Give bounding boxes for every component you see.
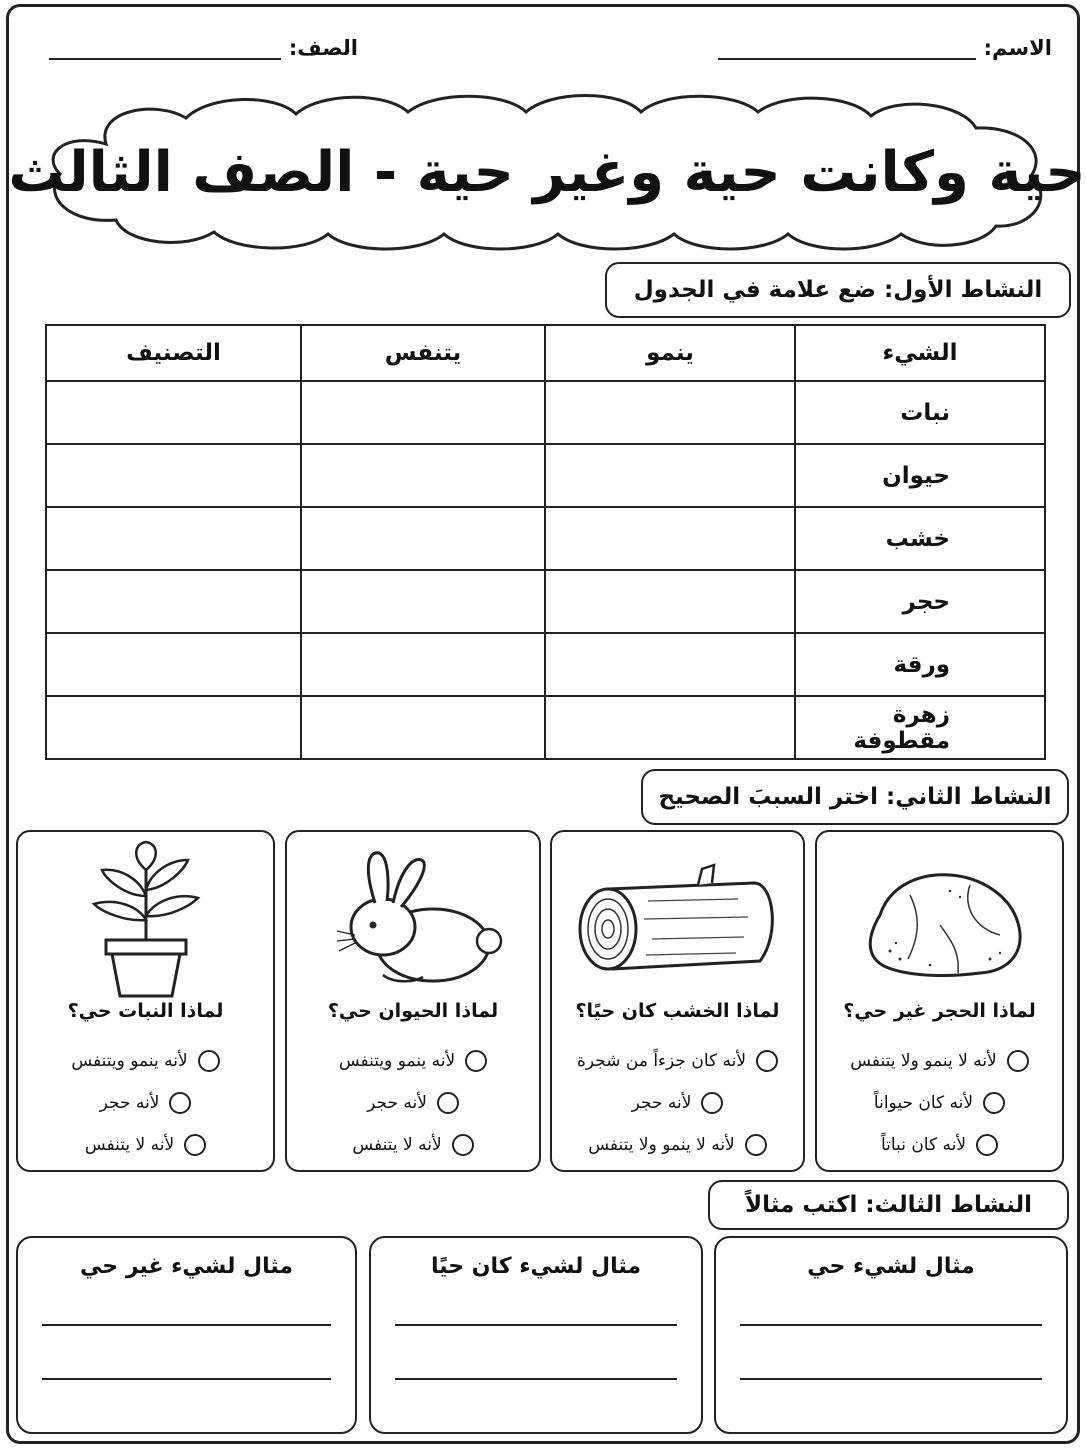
write-line[interactable] bbox=[42, 1324, 331, 1326]
breathes-cell[interactable] bbox=[301, 570, 545, 633]
radio-circle-icon[interactable] bbox=[465, 1050, 487, 1072]
activity3-heading: النشاط الثالث: اكتب مثالاً bbox=[708, 1180, 1069, 1230]
option-label: لأنه ينمو ويتنفس bbox=[338, 1051, 456, 1071]
radio-circle-icon[interactable] bbox=[452, 1134, 474, 1156]
row-item: حيوان bbox=[795, 444, 1045, 507]
table-row bbox=[46, 507, 1045, 570]
name-input-line[interactable] bbox=[718, 34, 976, 60]
row-item: حجر bbox=[795, 570, 1045, 633]
option-label: لأنه حجر bbox=[631, 1093, 692, 1113]
breathes-cell[interactable] bbox=[301, 696, 545, 759]
write-line[interactable] bbox=[395, 1324, 677, 1326]
option-label: لأنه كان حيواناً bbox=[873, 1093, 974, 1113]
classification-cell[interactable] bbox=[46, 633, 301, 696]
activity1-heading: النشاط الأول: ضع علامة في الجدول bbox=[605, 262, 1071, 318]
option-item[interactable] bbox=[817, 1124, 1062, 1166]
col-grows: ينمو bbox=[545, 325, 795, 381]
radio-circle-icon[interactable] bbox=[198, 1050, 220, 1072]
option-label: لأنه لا ينمو ولا يتنفس bbox=[850, 1051, 997, 1071]
option-label: لأنه لا يتنفس bbox=[84, 1135, 175, 1155]
option-item[interactable] bbox=[18, 1124, 273, 1166]
radio-circle-icon[interactable] bbox=[184, 1134, 206, 1156]
name-label: الاسم: bbox=[983, 36, 1052, 60]
table-row bbox=[46, 570, 1045, 633]
radio-circle-icon[interactable] bbox=[701, 1092, 723, 1114]
table-row bbox=[46, 381, 1045, 444]
question-card-plant bbox=[16, 830, 275, 1172]
breathes-cell[interactable] bbox=[301, 507, 545, 570]
write-line[interactable] bbox=[740, 1378, 1042, 1380]
option-item[interactable] bbox=[287, 1082, 539, 1124]
row-item: ورقة bbox=[795, 633, 1045, 696]
option-item[interactable] bbox=[287, 1124, 539, 1166]
option-item[interactable] bbox=[552, 1082, 803, 1124]
rock-icon bbox=[817, 840, 1062, 1000]
breathes-cell[interactable] bbox=[301, 633, 545, 696]
row-item: نبات bbox=[795, 381, 1045, 444]
row-item: خشب bbox=[795, 507, 1045, 570]
write-line[interactable] bbox=[42, 1378, 331, 1380]
radio-circle-icon[interactable] bbox=[745, 1134, 767, 1156]
question-text: لماذا الحيوان حي؟ bbox=[327, 1000, 499, 1022]
write-line[interactable] bbox=[395, 1378, 677, 1380]
class-input-line[interactable] bbox=[49, 34, 281, 60]
table-row bbox=[46, 633, 1045, 696]
option-label: لأنه كان جزءاً من شجرة bbox=[576, 1051, 747, 1071]
name-field bbox=[718, 34, 1052, 60]
question-card-rock bbox=[815, 830, 1064, 1172]
radio-circle-icon[interactable] bbox=[756, 1050, 778, 1072]
breathes-cell[interactable] bbox=[301, 444, 545, 507]
option-item[interactable] bbox=[552, 1040, 803, 1082]
breathes-cell[interactable] bbox=[301, 381, 545, 444]
table-row bbox=[46, 696, 1045, 759]
options-list bbox=[287, 1040, 539, 1166]
question-text: لماذا النبات حي؟ bbox=[67, 1000, 224, 1022]
title-cloud bbox=[8, 92, 1086, 252]
option-item[interactable] bbox=[18, 1040, 273, 1082]
question-text: لماذا الخشب كان حيًا؟ bbox=[575, 1000, 780, 1022]
classification-cell[interactable] bbox=[46, 696, 301, 759]
col-item: الشيء bbox=[795, 325, 1045, 381]
question-text: لماذا الحجر غير حي؟ bbox=[843, 1000, 1036, 1022]
grows-cell[interactable] bbox=[545, 381, 795, 444]
grows-cell[interactable] bbox=[545, 570, 795, 633]
option-label: لأنه كان نباتاً bbox=[880, 1135, 967, 1155]
log-icon bbox=[552, 840, 803, 1000]
grows-cell[interactable] bbox=[545, 444, 795, 507]
options-list bbox=[18, 1040, 273, 1166]
classification-cell[interactable] bbox=[46, 507, 301, 570]
check-table bbox=[45, 324, 1046, 760]
class-label: الصف: bbox=[288, 36, 358, 60]
answer-box-once-living bbox=[369, 1236, 703, 1434]
option-label: لأنه حجر bbox=[367, 1093, 427, 1113]
radio-circle-icon[interactable] bbox=[437, 1092, 459, 1114]
option-label: لأنه لا يتنفس bbox=[352, 1135, 442, 1155]
radio-circle-icon[interactable] bbox=[1007, 1050, 1029, 1072]
classification-cell[interactable] bbox=[46, 444, 301, 507]
option-item[interactable] bbox=[552, 1124, 803, 1166]
class-field bbox=[49, 34, 358, 60]
option-item[interactable] bbox=[817, 1040, 1062, 1082]
classification-cell[interactable] bbox=[46, 381, 301, 444]
potted-plant-icon bbox=[18, 840, 273, 1000]
option-label: لأنه لا ينمو ولا يتنفس bbox=[588, 1135, 735, 1155]
page-title: حية وكانت حية وغير حية - الصف الثالث bbox=[8, 139, 1086, 205]
options-list bbox=[552, 1040, 803, 1166]
col-classification: التصنيف bbox=[46, 325, 301, 381]
grows-cell[interactable] bbox=[545, 507, 795, 570]
answer-box-title: مثال لشيء كان حيًا bbox=[430, 1254, 641, 1279]
table-row bbox=[46, 444, 1045, 507]
grows-cell[interactable] bbox=[545, 696, 795, 759]
question-card-log bbox=[550, 830, 805, 1172]
answer-box-title: مثال لشيء حي bbox=[807, 1254, 975, 1279]
answer-box-non-living bbox=[16, 1236, 357, 1434]
option-label: لأنه ينمو ويتنفس bbox=[71, 1051, 188, 1071]
rabbit-icon bbox=[287, 840, 539, 1000]
option-item[interactable] bbox=[18, 1082, 273, 1124]
option-item[interactable] bbox=[287, 1040, 539, 1082]
radio-circle-icon[interactable] bbox=[169, 1092, 191, 1114]
option-item[interactable] bbox=[817, 1082, 1062, 1124]
col-breathes: يتنفس bbox=[301, 325, 545, 381]
options-list bbox=[817, 1040, 1062, 1166]
grows-cell[interactable] bbox=[545, 633, 795, 696]
radio-circle-icon[interactable] bbox=[983, 1092, 1005, 1114]
answer-box-living bbox=[714, 1236, 1068, 1434]
table-header-row bbox=[46, 325, 1045, 381]
activity2-heading: النشاط الثاني: اختر السببَ الصحيح bbox=[641, 769, 1069, 825]
answer-box-title: مثال لشيء غير حي bbox=[80, 1254, 293, 1279]
write-line[interactable] bbox=[740, 1324, 1042, 1326]
row-item: زهرة مقطوفة bbox=[795, 696, 1045, 759]
radio-circle-icon[interactable] bbox=[976, 1134, 998, 1156]
option-label: لأنه حجر bbox=[99, 1093, 160, 1113]
question-card-rabbit bbox=[285, 830, 541, 1172]
classification-cell[interactable] bbox=[46, 570, 301, 633]
